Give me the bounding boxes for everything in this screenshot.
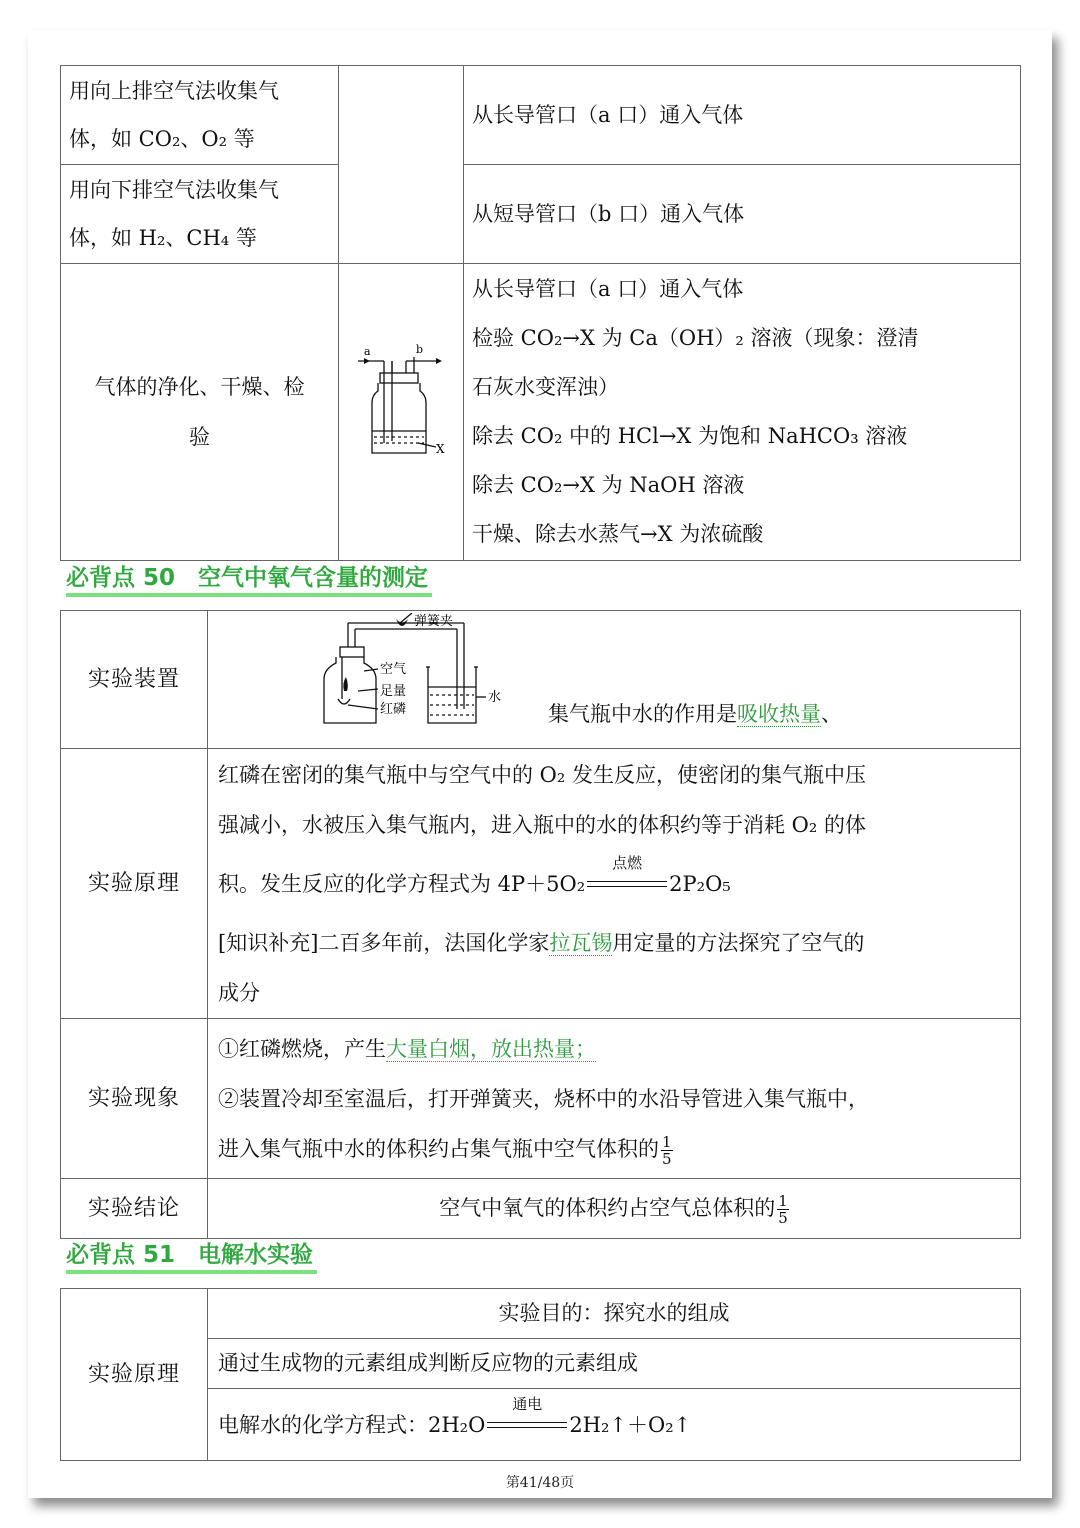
section-50-heading: 必背点 50 空气中氧气含量的测定 (66, 563, 432, 597)
water-role-post: 、 (821, 702, 842, 726)
purify-line-3: 石灰水变浑浊） (472, 375, 619, 399)
equation-arrow-ignite (587, 854, 667, 890)
electrolysis-table (60, 1288, 1021, 1461)
phenomenon-line-1 (218, 1024, 1010, 1074)
experiment-basis: 通过生成物的元素组成判断反应物的元素组成 (208, 1339, 1021, 1389)
action-downward-cell: 从短导管口（b 口）通入气体 (464, 165, 1021, 264)
purify-line-5: 除去 CO₂→X 为 NaOH 溶液 (472, 473, 745, 497)
principle-line-4-pre: [知识补充]二百多年前，法国化学家 (218, 930, 550, 955)
gas-bottle-diagram (356, 343, 446, 463)
bottle-label-b: b (416, 343, 424, 356)
bottle-label-a: a (364, 345, 371, 358)
principle-line-2: 强减小，水被压入集气瓶内，进入瓶中的水的体积约等于消耗 O₂ 的体 (218, 812, 866, 837)
method-upward-line2: 体，如 CO₂、O₂ 等 (69, 127, 255, 151)
oxygen-apparatus-diagram (318, 613, 518, 731)
gas-bottle-diagram-cell (339, 264, 464, 561)
action-upward-cell: 从长导管口（a 口）通入气体 (464, 66, 1021, 165)
purify-label-line2: 验 (189, 425, 210, 449)
fraction-one-fifth: $\frac{1}{5}$ (662, 1132, 672, 1168)
principle-line-1: 红磷在密闭的集气瓶中与空气中的 O₂ 发生反应，使密闭的集气瓶中压 (218, 762, 866, 787)
equation-arrow-electric (487, 1395, 567, 1431)
gas-collection-table (60, 65, 1021, 561)
water-role-answer: 吸收热量 (737, 702, 821, 726)
method-downward-line2: 体，如 H₂、CH₄ 等 (69, 226, 257, 250)
purify-label-line1: 气体的净化、干燥、检 (94, 375, 305, 399)
tag-water: 水 (488, 690, 502, 705)
principle-line-5: 成分 (218, 980, 260, 1005)
method-upward-cell (61, 66, 339, 165)
purify-line-4: 除去 CO₂ 中的 HCl→X 为饱和 NaHCO₃ 溶液 (472, 424, 908, 448)
section-51-heading: 必背点 51 电解水实验 (66, 1240, 317, 1274)
electrolysis-principle-label: 实验原理 (61, 1289, 208, 1461)
oxygen-content-table (60, 610, 1021, 1239)
tag-enough: 足量 (380, 684, 407, 699)
apparatus-label: 实验装置 (61, 611, 208, 749)
method-downward-line1: 用向下排空气法收集气 (69, 178, 279, 202)
principle-equation-line (218, 850, 1010, 918)
principle-line-4 (218, 918, 1010, 968)
water-role-text (548, 699, 842, 729)
bottle-label-x: X (436, 442, 445, 456)
phenomenon-line-2: ②装置冷却至室温后，打开弹簧夹，烧杯中的水沿导管进入集气瓶中， (218, 1086, 869, 1111)
electrolysis-eq-reactants: 电解水的化学方程式：2H₂O (218, 1412, 486, 1437)
tag-red-phosphorus: 红磷 (380, 702, 407, 717)
purify-label-cell (61, 264, 339, 561)
empty-diagram-cell (339, 66, 464, 264)
purify-lines-cell (464, 264, 1021, 561)
principle-line-4-post: 用定量的方法探究了空气的 (612, 930, 865, 955)
principle-eq-products: 2P₂O₅ (669, 871, 731, 896)
principle-eq-reactants: 积。发生反应的化学方程式为 4P＋5O₂ (218, 871, 586, 896)
conclusion-label: 实验结论 (61, 1179, 208, 1239)
purify-line-1: 从长导管口（a 口）通入气体 (472, 277, 744, 301)
phenomenon-cell (208, 1019, 1021, 1179)
page-number: 第41/48页 (505, 1475, 575, 1491)
conclusion-cell (208, 1179, 1021, 1239)
phenomenon-line-3 (218, 1124, 1010, 1174)
electrolysis-equation (208, 1389, 1021, 1461)
method-upward-line1: 用向上排空气法收集气 (69, 79, 279, 103)
tag-spring-clip: 弹簧夹 (414, 614, 454, 629)
purify-line-2: 检验 CO₂→X 为 Ca（OH）₂ 溶液（现象：澄清 (472, 326, 919, 350)
condition-electric: 通电 (512, 1395, 543, 1413)
experiment-purpose: 实验目的：探究水的组成 (208, 1289, 1021, 1339)
conclusion-text: 空气中氧气的体积约占空气总体积的 (439, 1196, 776, 1220)
phenomenon-answer: 大量白烟，放出热量； (386, 1036, 596, 1061)
water-role-pre: 集气瓶中水的作用是 (548, 702, 737, 726)
conclusion-fraction: $\frac{1}{5}$ (778, 1192, 788, 1227)
phenomenon-line-1-pre: ①红磷燃烧，产生 (218, 1036, 386, 1061)
principle-label: 实验原理 (61, 749, 208, 1019)
electrolysis-eq-products: 2H₂↑＋O₂↑ (569, 1412, 692, 1437)
method-downward-cell (61, 165, 339, 264)
principle-cell (208, 749, 1021, 1019)
apparatus-cell (208, 611, 1021, 749)
scientist-name: 拉瓦锡 (549, 930, 613, 955)
condition-ignite: 点燃 (612, 854, 643, 872)
tag-air: 空气 (380, 662, 407, 677)
phenomenon-label: 实验现象 (61, 1019, 208, 1179)
phenomenon-line-3-text: 进入集气瓶中水的体积约占集气瓶中空气体积的 (218, 1136, 659, 1161)
purify-line-6: 干燥、除去水蒸气→X 为浓硫酸 (472, 522, 764, 546)
